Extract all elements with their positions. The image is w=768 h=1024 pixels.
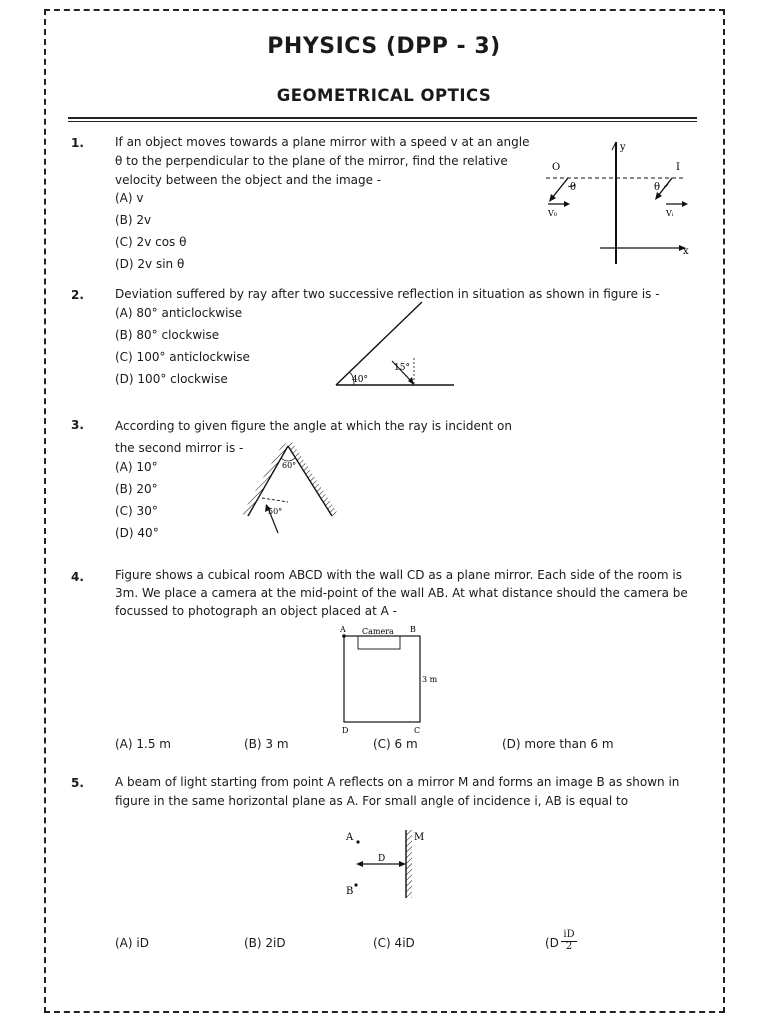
side-length-label: 3 m [422, 675, 438, 684]
title-rule-thin [68, 121, 697, 122]
option-a: (A) 1.5 m [115, 737, 171, 751]
camera-label: Camera [362, 627, 394, 636]
corner-c-label: C [414, 726, 421, 735]
option-b: (B) 20° [115, 482, 158, 496]
question-5-text [115, 773, 679, 811]
option-d: (D) 40° [115, 526, 159, 540]
question-1-text [115, 133, 530, 190]
question-4-figure [336, 622, 446, 740]
option-c: (C) 6 m [373, 737, 418, 751]
question-4-line: 3m. We place a camera at the mid-point of the wall AB. At what distance should the camera be [115, 586, 688, 600]
option-c: (C) 100° anticlockwise [115, 350, 250, 364]
question-3-options [115, 456, 159, 544]
question-2-figure [330, 298, 460, 390]
option-a: (A) 10° [115, 460, 158, 474]
question-3-line: the second mirror is - [115, 441, 244, 455]
option-d: (D) 2v sin θ [115, 257, 185, 271]
fraction-denominator: 2 [561, 941, 577, 952]
page-subtitle: GEOMETRICAL OPTICS [276, 86, 492, 105]
mirror-hatch [406, 830, 412, 898]
option-c: (C) 4iD [373, 936, 415, 950]
question-4-line: focussed to photograph an object placed at A - [115, 604, 398, 618]
angle-40-label: 40° [352, 375, 368, 385]
angle-50-label: 50° [268, 507, 283, 516]
object-label: O [552, 162, 561, 173]
question-5-number: 5. [71, 776, 84, 790]
question-5-line: figure in the same horizontal plane as A. For small angle of incidence i, AB is equal to [115, 794, 629, 808]
option-c: (C) 30° [115, 504, 158, 518]
question-1-line: θ to the perpendicular to the plane of the mirror, find the relative [115, 154, 508, 168]
distance-d-label: D [378, 854, 386, 864]
question-1-number: 1. [71, 136, 84, 150]
y-axis-label: y [620, 142, 626, 153]
option-d: (D [545, 936, 559, 950]
question-5-line: A beam of light starting from point A reflects on a mirror M and forms an image B as shown in [115, 775, 680, 789]
option-a: (A) iD [115, 936, 149, 950]
vi-label: Vᵢ [666, 209, 674, 218]
question-3-line: According to given figure the angle at which the ray is incident on [115, 419, 512, 433]
point-b-label: B [346, 886, 354, 897]
point-a-label: A [346, 832, 354, 843]
question-5-figure [338, 824, 438, 904]
question-1-line: If an object moves towards a plane mirror with a speed v at an angle [115, 135, 530, 149]
question-2-options [115, 302, 250, 390]
option-b: (B) 2iD [244, 936, 286, 950]
option-b: (B) 3 m [244, 737, 289, 751]
option-a: (A) 80° anticlockwise [115, 306, 243, 320]
option-d-fraction [561, 930, 577, 952]
title-rule [68, 117, 697, 119]
image-label: I [676, 162, 680, 173]
question-1-line: velocity between the object and the image - [115, 173, 382, 187]
angle-15-label: 15° [394, 363, 410, 373]
left-mirror-hatch [242, 442, 288, 516]
option-d: (D) 100° clockwise [115, 372, 228, 386]
question-3-figure [240, 438, 340, 538]
page-title: PHYSICS (DPP - 3) [267, 34, 501, 59]
option-d: (D) more than 6 m [502, 737, 614, 751]
v0-label: V₀ [548, 209, 557, 218]
mirror-m-label: M [414, 832, 425, 843]
fraction-numerator: iD [563, 929, 575, 940]
question-4-number: 4. [71, 570, 84, 584]
right-mirror-hatch [288, 442, 338, 516]
option-c: (C) 2v cos θ [115, 235, 187, 249]
question-2-line: Deviation suffered by ray after two successive reflection in situation as shown in figure is - [115, 287, 660, 301]
question-4-text [115, 566, 688, 620]
option-b: (B) 2v [115, 213, 152, 227]
question-4-line: Figure shows a cubical room ABCD with the wall CD as a plane mirror. Each side of the room is [115, 568, 682, 582]
corner-d-label: D [342, 726, 349, 735]
theta-label: θ [570, 182, 577, 193]
camera-box [358, 636, 400, 649]
question-3-number: 3. [71, 418, 84, 432]
question-1-figure [540, 138, 700, 268]
option-a: (A) v [115, 191, 144, 205]
question-2-number: 2. [71, 288, 84, 302]
corner-b-label: B [410, 625, 416, 634]
option-b: (B) 80° clockwise [115, 328, 220, 342]
corner-a-label: A [340, 625, 346, 634]
theta-label: θ [654, 182, 661, 193]
x-axis-label: x [683, 246, 689, 257]
question-1-options [115, 187, 186, 275]
angle-60-label: 60° [282, 461, 297, 470]
